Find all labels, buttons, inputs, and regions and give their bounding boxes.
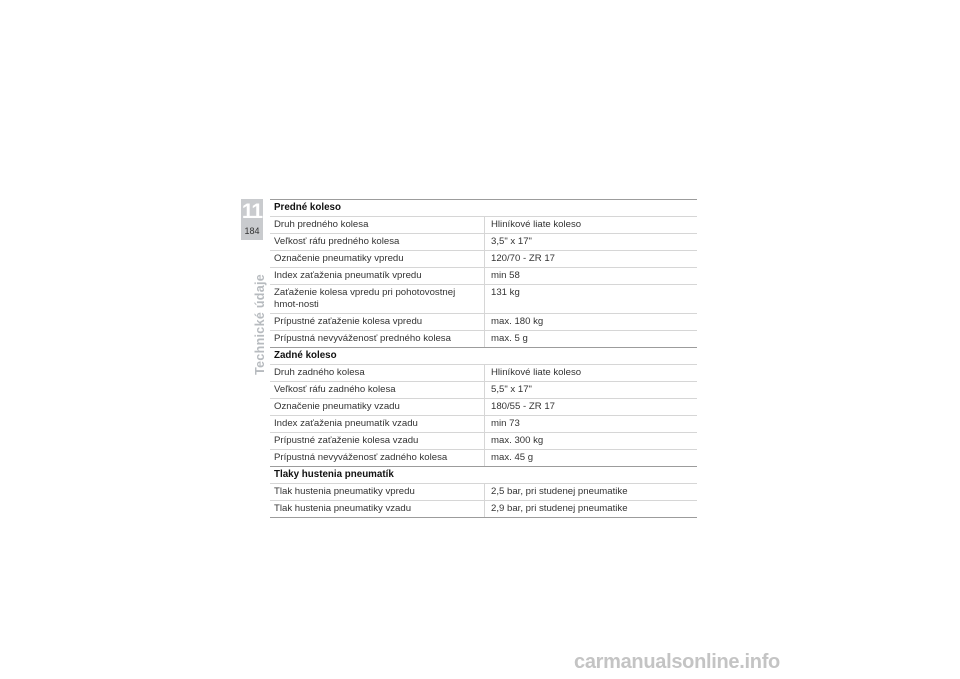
section-title: Predné koleso: [274, 202, 341, 213]
row-value: 120/70 - ZR 17: [491, 253, 555, 264]
table-row: [270, 313, 697, 330]
table-row: [270, 483, 697, 500]
table-row: [270, 381, 697, 398]
section-front-wheel: [270, 199, 697, 347]
row-value: Hliníkové liate koleso: [491, 367, 582, 378]
row-label: Tlak hustenia pneumatiky vpredu: [270, 484, 485, 500]
row-label: Druh zadného kolesa: [270, 365, 485, 381]
row-label: Označenie pneumatiky vpredu: [270, 251, 485, 267]
row-value: 131 kg: [491, 287, 520, 298]
row-label: Prípustná nevyváženosť predného kolesa: [270, 331, 485, 347]
row-label: Prípustné zaťaženie kolesa vpredu: [270, 314, 485, 330]
row-label: Veľkosť ráfu predného kolesa: [270, 234, 485, 250]
spec-table: [270, 199, 697, 518]
table-row: [270, 284, 697, 313]
table-row: [270, 500, 697, 517]
chapter-number: 11: [241, 200, 263, 223]
chapter-title: Technické údaje: [253, 274, 267, 375]
row-value: max. 5 g: [491, 333, 528, 344]
row-label: Tlak hustenia pneumatiky vzadu: [270, 501, 485, 517]
row-value: 3,5" x 17": [491, 236, 532, 247]
table-row: [270, 432, 697, 449]
table-row: [270, 216, 697, 233]
row-value: max. 45 g: [491, 452, 534, 463]
row-value: max. 300 kg: [491, 435, 544, 446]
table-row: [270, 449, 697, 466]
row-value: 180/55 - ZR 17: [491, 401, 555, 412]
table-row: [270, 330, 697, 347]
row-label: Prípustná nevyváženosť zadného kolesa: [270, 450, 485, 466]
table-row: [270, 398, 697, 415]
section-tire-pressure: [270, 466, 697, 518]
table-row: [270, 250, 697, 267]
section-rear-wheel: [270, 347, 697, 466]
table-row: [270, 364, 697, 381]
row-value: 5,5" x 17": [491, 384, 532, 395]
row-label: Index zaťaženia pneumatík vpredu: [270, 268, 485, 284]
table-row: [270, 233, 697, 250]
row-label: Index zaťaženia pneumatík vzadu: [270, 416, 485, 432]
section-title: Tlaky hustenia pneumatík: [274, 469, 394, 480]
watermark: carmanualsonline.info: [574, 651, 780, 673]
row-label: Označenie pneumatiky vzadu: [270, 399, 485, 415]
section-title: Zadné koleso: [274, 350, 337, 361]
row-label: Prípustné zaťaženie kolesa vzadu: [270, 433, 485, 449]
row-value: 2,9 bar, pri studenej pneumatike: [491, 503, 628, 514]
row-value: max. 180 kg: [491, 316, 544, 327]
row-value: min 58: [491, 270, 520, 281]
row-label: Veľkosť ráfu zadného kolesa: [270, 382, 485, 398]
row-label: Druh predného kolesa: [270, 217, 485, 233]
page-number: 184: [244, 226, 260, 236]
row-value: min 73: [491, 418, 520, 429]
table-row: [270, 415, 697, 432]
table-row: [270, 267, 697, 284]
row-value: 2,5 bar, pri studenej pneumatike: [491, 486, 628, 497]
row-value: Hliníkové liate koleso: [491, 219, 582, 230]
row-label: Zaťaženie kolesa vpredu pri pohotovostnej hmot-nosti: [270, 285, 485, 313]
